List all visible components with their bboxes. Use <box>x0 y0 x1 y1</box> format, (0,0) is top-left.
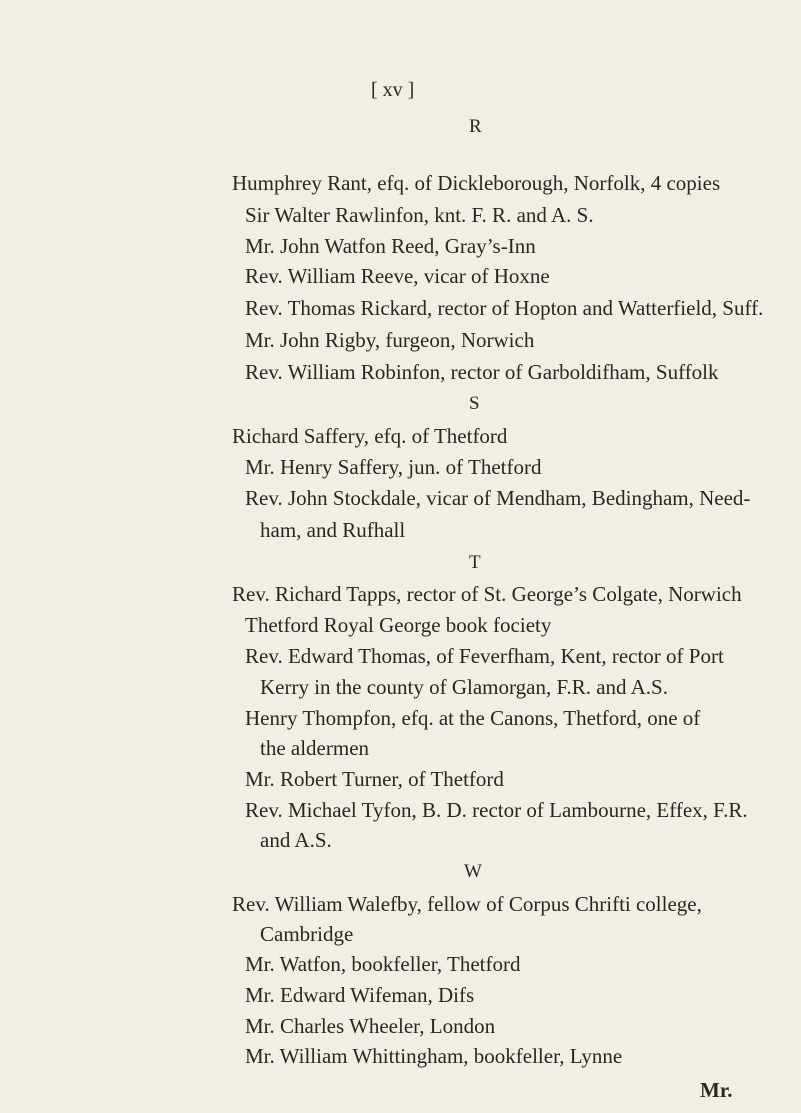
subscriber-line: Rev. John Stockdale, vicar of Mendham, Bedingham, Need- <box>245 486 751 510</box>
subscriber-line: Kerry in the county of Glamorgan, F.R. and A.S. <box>260 675 668 699</box>
subscriber-line: ham, and Rufhall <box>260 518 406 542</box>
section-letter: R <box>469 116 482 137</box>
section-letter: W <box>464 861 482 882</box>
section-letter: T <box>469 552 481 573</box>
section-letter: S <box>469 393 480 414</box>
page-header: [ xv ] <box>371 79 415 101</box>
subscriber-line: Rev. Edward Thomas, of Feverfham, Kent, rector of Port <box>245 644 724 668</box>
subscriber-line: Cambridge <box>260 922 354 946</box>
subscriber-line: Rev. William Reeve, vicar of Hoxne <box>245 264 550 288</box>
subscriber-line: Mr. Charles Wheeler, London <box>245 1014 496 1038</box>
subscriber-line: Mr. John Rigby, furgeon, Norwich <box>245 328 535 352</box>
subscriber-line: Mr. John Watfon Reed, Gray’s-Inn <box>245 234 536 258</box>
subscriber-line: Mr. Watfon, bookfeller, Thetford <box>245 952 521 976</box>
catchword: Mr. <box>700 1078 733 1102</box>
subscriber-line: Mr. Robert Turner, of Thetford <box>245 767 504 791</box>
subscriber-line: Henry Thompfon, efq. at the Canons, Thetford, one of <box>245 706 701 730</box>
subscriber-line: Mr. Henry Saffery, jun. of Thetford <box>245 455 542 479</box>
subscriber-line: Thetford Royal George book fociety <box>245 613 552 637</box>
subscriber-line: Rev. William Walefby, fellow of Corpus Chrifti college, <box>232 892 702 916</box>
subscriber-line: Mr. William Whittingham, bookfeller, Lynne <box>245 1044 623 1068</box>
subscriber-line: Humphrey Rant, efq. of Dickleborough, Norfolk, 4 copies <box>232 171 721 195</box>
subscriber-line: Rev. Thomas Rickard, rector of Hopton and Watterfield, Suff. <box>245 296 764 320</box>
subscriber-line: Rev. William Robinfon, rector of Garboldifham, Suffolk <box>245 360 719 384</box>
subscriber-line: Sir Walter Rawlinfon, knt. F. R. and A. S. <box>245 203 594 227</box>
subscriber-line: Rev. Michael Tyfon, B. D. rector of Lambourne, Effex, F.R. <box>245 798 748 822</box>
subscriber-line: the aldermen <box>260 736 370 760</box>
subscriber-line: and A.S. <box>260 828 332 852</box>
subscriber-line: Rev. Richard Tapps, rector of St. George’s Colgate, Norwich <box>232 582 742 606</box>
subscriber-line: Mr. Edward Wifeman, Difs <box>245 983 475 1007</box>
subscriber-line: Richard Saffery, efq. of Thetford <box>232 424 508 448</box>
